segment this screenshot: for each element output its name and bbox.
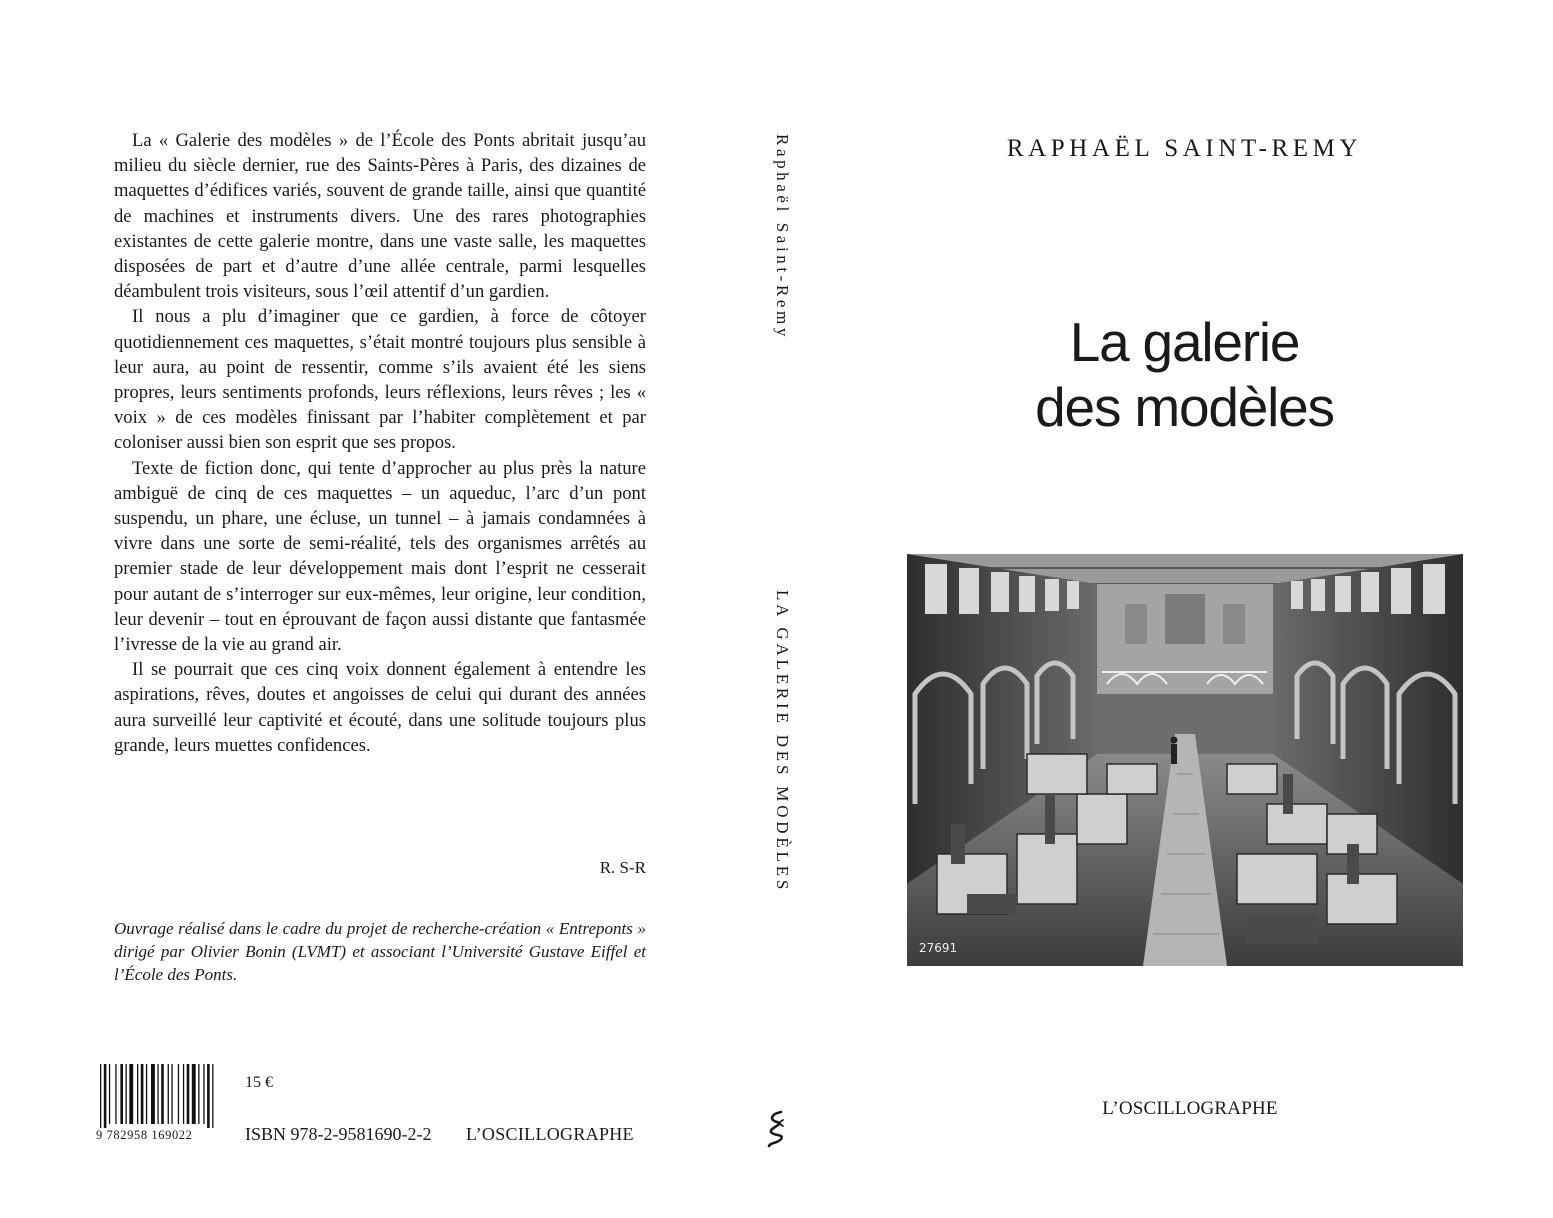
- barcode-digits: 9 782958 169022: [96, 1128, 193, 1142]
- book-title: [907, 310, 1462, 440]
- blurb-paragraph-2: Il nous a plu d’imaginer que ce gardien, à force de côtoyer quotidiennement ces maquettes, s’était montré toujours plus sensible à leur aura, au point de ressentir, comme s’ils avaient été les siens propres, leurs sentiments profonds, leurs réflexions, leurs rêves ; les « voix » de ces modèles finissant par l’habiter complètement et par coloniser aussi bien son esprit que ses propos.: [114, 306, 646, 454]
- barcode-bar: [161, 1064, 164, 1124]
- barcode-bar: [212, 1064, 213, 1128]
- blurb-paragraph-4: Il se pourrait que ces cinq voix donnent également à entendre les aspirations, rêves, doutes et angoisses de celui qui durant des années aura surveillé leur captivité et écouté, dans une solitude toujours plus grande, leurs muettes confidences.: [114, 659, 646, 756]
- price: 15 €: [245, 1074, 273, 1091]
- spine-title: LA GALERIE DES MODÈLES: [773, 590, 792, 894]
- barcode-bar: [183, 1064, 184, 1124]
- book-title-line-1: La galerie: [1069, 311, 1300, 373]
- photo-caption: 27691: [919, 941, 958, 955]
- project-credits: Ouvrage réalisé dans le cadre du projet de recherche-création « Entreponts » dirigé par Olivier Bonin (LVMT) et associant l’Université Gustave Eiffel et l’École des Ponts.: [114, 919, 646, 984]
- isbn-barcode: [96, 1064, 236, 1128]
- barcode-bar: [151, 1064, 155, 1124]
- barcode-bar: [157, 1064, 158, 1124]
- barcode-bar: [120, 1064, 123, 1124]
- barcode-bar: [178, 1064, 179, 1124]
- front-publisher-name: L’OSCILLOGRAPHE: [1102, 1098, 1278, 1119]
- gallery-photograph: [907, 554, 1463, 966]
- barcode-bar: [187, 1064, 190, 1124]
- barcode-bar: [109, 1064, 110, 1124]
- blurb-paragraph-1: La « Galerie des modèles » de l’École des Ponts abritait jusqu’au milieu du siècle dernier, rue des Saints-Pères à Paris, des dizaines de maquettes d’édifices variés, souvent de grande taille, ainsi que quantité de machines et instruments divers. Une des rares photographies existantes de cette galerie montre, dans une vaste salle, les maquettes disposées de part et d’autre d’une allée centrale, parmi lesquelles déambulent trois visiteurs, sous l’œil attentif d’un gardien.: [114, 130, 646, 303]
- barcode-bar: [192, 1064, 196, 1124]
- front-author: RAPHAËL SAINT-REMY: [1006, 135, 1363, 162]
- book-title-line-2: des modèles: [1035, 376, 1334, 438]
- blurb-paragraph-3: Texte de fiction donc, qui tente d’approcher au plus près la nature ambiguë de cinq de ces maquettes – un aqueduc, l’arc d’un pont suspendu, un phare, une écluse, un tunnel – à jamais condamnées à vivre dans une sorte de semi-réalité, tels des organismes arrêtés au premier stade de leur développement mais dont l’esprit ne cesserait pour autant de s’interroger sur eux-mêmes, leur origine, leur condition, leur devenir – tout en éprouvant de façon aussi distante que fantasmée l’ivresse de la vie au grand air.: [114, 457, 646, 656]
- barcode-bar: [129, 1064, 133, 1124]
- back-publisher-name: L’OSCILLOGRAPHE: [466, 1124, 634, 1144]
- back-cover-blurb: [114, 128, 646, 758]
- spine-author: Raphaël Saint-Remy: [773, 134, 792, 340]
- barcode-bar: [146, 1064, 147, 1124]
- publisher-logo-icon: [763, 1108, 789, 1148]
- barcode-bar: [104, 1064, 107, 1128]
- barcode-bar: [115, 1064, 116, 1124]
- barcode-bar: [168, 1064, 169, 1124]
- barcode-bar: [141, 1064, 144, 1124]
- barcode-bar: [100, 1064, 101, 1128]
- author-signature: R. S-R: [599, 858, 646, 877]
- isbn-number: ISBN 978-2-9581690-2-2: [245, 1124, 432, 1144]
- barcode-bar: [126, 1064, 127, 1124]
- barcode-bar: [207, 1064, 210, 1128]
- barcode-bar: [171, 1064, 172, 1124]
- barcode-bar: [203, 1064, 204, 1124]
- barcode-bar: [198, 1064, 199, 1124]
- barcode-bar: [137, 1064, 138, 1124]
